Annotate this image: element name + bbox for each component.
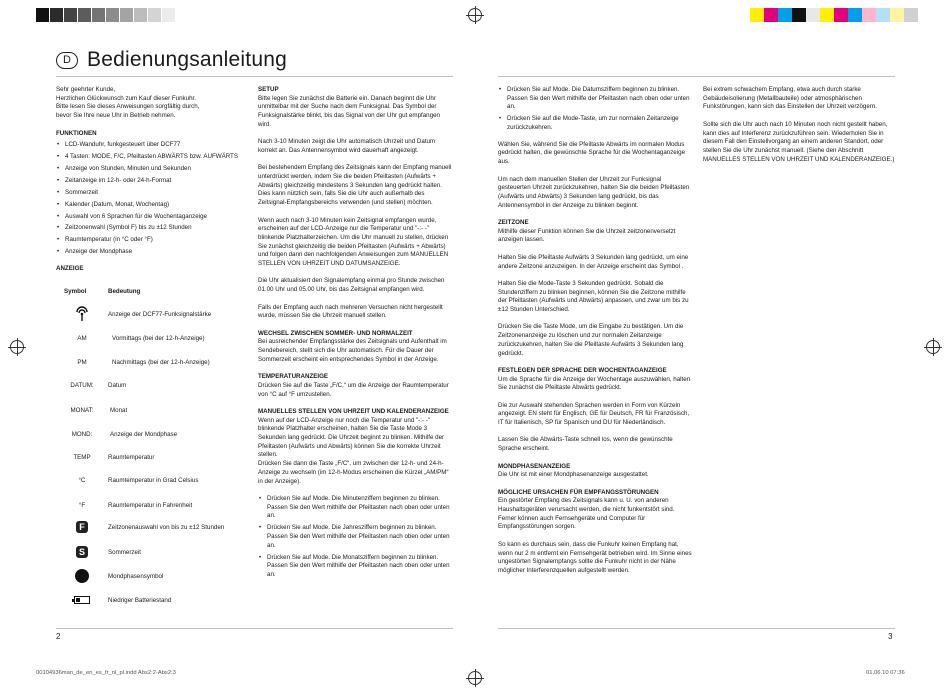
column-1: [56, 86, 246, 274]
row-meaning: Raumtemperatur in Fahrenheit: [108, 501, 193, 509]
row-symbol: DATUM:: [70, 381, 94, 389]
color-swatch: [890, 8, 904, 22]
footer-file-info: 00104936man_de_en_es_fr_nl_pl.indd Abs2:2-Abs2:3: [36, 670, 176, 676]
table-row: [56, 545, 246, 559]
setup-paragraph: Bei bestehendem Empfang des Zeitsignals kann der Empfang manuell unterdrückt werden, indem Sie die beiden Pfeiltasten (Aufwärts + Abwärts) gleichzeitig mindestens 3 Sekunden lang gedrückt halten. Dies kann nützlich sein, falls Sie die Uhr auch außerhalb des Zeitsignal-Empfangsbereichs verwenden (und stellen) möchten.: [258, 164, 452, 207]
language-paragraph: Die zur Auswahl stehenden Sprachen werden in Form von Kürzeln angezeigt. EN steht für Englisch, GE für Deutsch, FR für Französisch, IT für Italienisch, SP für Spanisch und DU für Niederländisch.: [498, 401, 690, 427]
interference-paragraph: So kann es durchaus sein, dass die Funkuhr keinen Empfang hat, wenn nur 2 m entfernt ein Fernsehgerät betrieben wird. Im Sinne eines ungestörten Signalempfangs sollte die Funkuhr nicht in der Nähe möglicher Interferenzquellen aufgestellt werden.: [498, 540, 692, 574]
setup-paragraph: Wenn auch nach 3-10 Minuten kein Zeitsignal empfangen wurde, erscheinen auf der LCD-Anzeige nur die Temperatur und "-:- -" blinkende Platzhalterzeichen. Um die Uhr manuell zu stellen, drücken Sie zunächst gleichzeitig die beiden Pfeiltasten (Aufwärts + Abwärts) und folgen dann den nachfolgenden Anweisungen zum MANUELLEN STELLEN VON UHRZEIT UND DATUMSANZEIGE.: [258, 216, 449, 268]
grey-calibration-bars: [36, 8, 176, 22]
interference-paragraph: Ein gestörter Empfang des Zeitsignals kann u. U. von anderen Haushaltsgeräten verursacht werden, die nicht funkentstört sind. Ferner können auch Fernsehgeräte und Computer für Empfangsstörungen sorgen.: [498, 497, 675, 531]
list-item: • Sommerzeit: [56, 189, 246, 198]
table-row: [56, 520, 246, 534]
table-row: [56, 473, 246, 487]
row-meaning: Anzeige der Mondphase: [110, 430, 178, 438]
time-zone-paragraph: Halten Sie die Mode-Taste 3 Sekunden gedrückt. Sobald die Stundenziffern zu blinken beginnen, können Sie die Zeitzone mithilfe der Pfeiltasten (Aufwärts und Abwärts) anpassen, und zwar um bis zu ±12 Stunden Unterschied.: [498, 279, 689, 313]
registration-mark-top: [468, 8, 482, 22]
list-item: • Zeitzonenwahl (Symbol F) bis zu ±12 Stunden: [56, 224, 246, 233]
manual-paragraph: Drücken Sie dann die Taste „F/C“, um zwischen der 12-h- und 24-h-Anzeige zu wechseln (im 12-h-Modus erscheinen die Kürzel „AM/PM“ in der Anzeige).: [258, 460, 449, 485]
row-meaning: Nachmittags (bei der 12-h-Anzeige): [112, 358, 210, 366]
table-row: [56, 331, 246, 345]
list-item: • Drücken Sie auf die Mode-Taste, um zur normalen Zeitanzeige zurückzukehren.: [498, 115, 693, 132]
list-item: • Drücken Sie auf Mode. Die Datumsziffern beginnen zu blinken. Passen Sie den Wert mithilfe der Pfeiltasten nach oben oder unten an.: [498, 86, 693, 112]
color-swatch: [834, 8, 848, 22]
table-row: [56, 450, 246, 464]
intro-line: Bitte lesen Sie dieses Anweisungen sorgfältig durch,: [56, 103, 200, 111]
row-meaning: Zeitzonenauswahl von bis zu ±12 Stunden: [108, 523, 225, 531]
signal-icon: [56, 306, 108, 322]
time-zone-paragraph: Mithilfe dieser Funktion können Sie die Uhrzeit zeitzonenversetzt anzeigen lassen.: [498, 227, 676, 244]
list-item: • Anzeige der Mondphase: [56, 248, 246, 257]
header-rule-left: [56, 76, 453, 77]
moon-phase-paragraph: Die Uhr ist mit einer Mondphasenanzeige ausgestattet.: [498, 471, 649, 479]
row-meaning: Vormittags (bei der 12-h-Anzeige): [112, 334, 205, 342]
summer-time-heading: WECHSEL ZWISCHEN SOMMER- UND NORMALZEIT: [258, 329, 413, 337]
table-row: [56, 569, 246, 583]
language-paragraph: Lassen Sie die Abwärts-Taste schnell los, wenn die gewünschte Sprache erscheint.: [498, 436, 673, 453]
row-symbol: TEMP: [73, 453, 91, 461]
color-swatch: [764, 8, 778, 22]
row-meaning: Datum: [108, 381, 127, 389]
list-item: • Auswahl von 6 Sprachen für die Wochentaganzeige: [56, 213, 246, 222]
manual-paragraph: Wenn auf der LCD-Anzeige nur noch die Temperatur und "-:- -" blinkende Platzhalter erscheinen, halten Sie die Taste Mode 3 Sekunden lang gedrückt. Die Uhrzeit beginnt zu blinken. Mithilfe der Pfeiltasten (Aufwärts und Abwärts) können Sie die korrekte Uhrzeit stellen.: [258, 416, 445, 459]
header-rule-right: [498, 76, 895, 77]
paragraph: Sollte sich die Uhr auch nach 10 Minuten noch nicht gestellt haben, kann dies auf Interferenz zurückzuführen sein. Wiederholen Sie in diesem Fall den Einstellvorgang an einem anderen Standort, oder stellen Sie die Uhr zunächst manuell. (Siehe den Abschnitt MANUELLES STELLEN VON UHRZEIT UND KALENDERANZEIGE.): [703, 120, 895, 163]
intro-line: Herzlichen Glückwunsch zum Kauf dieser Funkuhr.: [56, 94, 196, 102]
color-swatch: [806, 8, 820, 22]
setup-paragraph: Bitte legen Sie zunächst die Batterie ein. Danach beginnt die Uhr unmittelbar mit der Suche nach dem Funksignal. Das Symbol der Funksignalstärke blinkt, bis das Signal von der Uhr gut empfangen wird.: [258, 94, 440, 128]
grey-swatch: [92, 8, 106, 22]
row-meaning: Anzeige der DCF77-Funksignalstärke: [108, 310, 212, 318]
moon-phase-heading: MONDPHASENANZEIGE: [498, 462, 571, 470]
title-text: Bedienungsanleitung: [87, 48, 287, 71]
footer-rule-left: [56, 628, 453, 629]
table-row: [56, 498, 246, 512]
setup-paragraph: Die Uhr aktualisiert den Signalempfang einmal pro Stunde zwischen 01.00 Uhr und 05.00 Uhr, bis das Zeitsignal empfangen wird.: [258, 277, 445, 294]
manual-steps-list-continued: [498, 86, 693, 133]
paragraph: Um nach dem manuellen Stellen der Uhrzeit zur Funksignal gesteuerten Uhrzeit zurückzukehren, halten Sie die beiden Pfeiltasten (Aufwärts und Abwärts) 3 Sekunden lang gedrückt, bis das Antennensymbol in der Anzeige zu blinken beginnt.: [498, 175, 690, 209]
language-paragraph: Um die Sprache für die Anzeige der Wochentage auszuwählen, halten Sie zunächst die Pfeiltaste Abwärts gedrückt.: [498, 375, 691, 392]
setup-paragraph: Nach 3-10 Minuten zeigt die Uhr automatisch Uhrzeit und Datum korrekt an. Das Antennensymbol wird dauerhaft angezeigt.: [258, 138, 436, 154]
row-symbol: PM: [77, 358, 87, 366]
grey-swatch: [120, 8, 134, 22]
grey-swatch: [64, 8, 78, 22]
time-zone-paragraph: Drücken Sie die Taste Mode, um die Eingabe zu bestätigen. Um die Zeitzonenanzeige zu löschen und zur normalen Zeitanzeige zurückzukehren, halten Sie die Pfeiltaste Aufwärts 3 Sekunden lang gedrückt.: [498, 323, 684, 357]
list-item: • Raumtemperatur (in °C oder °F): [56, 236, 246, 245]
color-swatch: [750, 8, 764, 22]
column-4: [703, 86, 896, 173]
table-row: [56, 307, 246, 321]
row-symbol: °C: [78, 476, 86, 484]
registration-mark-left: [10, 340, 24, 354]
column-3: [498, 86, 693, 584]
footer-date: 01.06.10 07:36: [866, 670, 905, 676]
color-swatch: [862, 8, 876, 22]
display-heading: ANZEIGE: [56, 264, 84, 272]
battery-low-icon: [74, 596, 90, 604]
language-badge: D: [56, 52, 78, 69]
grey-swatch: [134, 8, 148, 22]
row-symbol: MOND:: [71, 430, 93, 438]
paragraph: Bei extrem schwachem Empfang, etwa auch durch starke Gebäudeisolierung (Metallbauteile) oder atmosphärischen Funkstörungen, kann sich das Einstellen der Uhrzeit verzögern.: [703, 86, 878, 111]
color-swatch: [820, 8, 834, 22]
intro-line: Sehr geehrter Kunde,: [56, 86, 116, 93]
summer-time-paragraph: Bei ausreichender Empfangsstärke des Zeitsignals und Aufenthalt im Sendebereich, stellt sich die Uhr automatisch. Für die Dauer der Sommerzeit erscheint ein entsprechendes Symbol in der Anzeige.: [258, 338, 447, 363]
list-item: • LCD-Wanduhr, funkgesteuert über DCF77: [56, 141, 246, 150]
symbol-column-header: Symbol: [64, 287, 87, 295]
grey-swatch: [36, 8, 50, 22]
time-zone-heading: ZEITZONE: [498, 219, 529, 226]
registration-mark-right: [926, 340, 940, 354]
temperature-heading: TEMPERATURANZEIGE: [258, 373, 329, 381]
list-item: • Anzeige von Stunden, Minuten und Sekunden: [56, 165, 246, 174]
row-meaning: Sommerzeit: [108, 548, 142, 556]
s-icon: S: [76, 546, 88, 558]
table-header: [56, 284, 246, 298]
summer-time-s-icon: [56, 546, 108, 558]
functions-heading: FUNKTIONEN: [56, 129, 97, 137]
page-number-left: 2: [56, 632, 61, 641]
row-meaning: Niedriger Batteriestand: [108, 596, 172, 604]
row-symbol: °F: [78, 501, 86, 509]
table-row: [56, 378, 246, 392]
color-calibration-bars: [750, 8, 918, 22]
f-icon: F: [76, 521, 88, 533]
table-row: [56, 355, 246, 369]
language-heading: FESTLEGEN DER SPRACHE DER WOCHENTAGANZEIGE: [498, 366, 667, 374]
footer-rule-right: [498, 628, 895, 629]
list-item: • Zeitanzeige im 12-h- oder 24-h-Format: [56, 177, 246, 186]
list-item: • Drücken Sie auf Mode. Die Jahresziffern beginnen zu blinken. Passen Sie den Wert mithilfe der Pfeiltasten nach oben oder unten an.: [258, 524, 453, 550]
color-swatch: [778, 8, 792, 22]
color-swatch: [904, 8, 918, 22]
row-meaning: Mondphasensymbol: [108, 572, 164, 580]
moon-phase-icon: [75, 569, 89, 583]
functions-list: [56, 141, 246, 257]
meaning-column-header: Bedeutung: [108, 287, 141, 295]
page-title: [56, 48, 287, 72]
time-zone-paragraph: Halten Sie die Pfeiltaste Aufwärts 3 Sekunden lang gedrückt, um eine andere Zeitzone anzuzeigen. In der Anzeige erscheint das Symbol .: [498, 253, 689, 270]
list-item: • Drücken Sie auf Mode. Die Monatsziffern beginnen zu blinken. Passen Sie den Wert mithilfe der Pfeiltasten nach oben oder unten an.: [258, 554, 453, 580]
setup-heading: SETUP: [258, 86, 279, 93]
page-number-right: 3: [888, 632, 893, 641]
table-row: [56, 593, 246, 607]
list-item: • Kalender (Datum, Monat, Wochentag): [56, 201, 246, 210]
row-meaning: Raumtemperatur: [108, 453, 155, 461]
temperature-paragraph: Drücken Sie auf die Taste „F/C,“ um die Anzeige der Raumtemperatur von °C auf °F umzustellen.: [258, 381, 449, 398]
manual-setting-heading: MANUELLES STELLEN VON UHRZEIT UND KALENDERANZEIGE: [258, 407, 449, 415]
interference-heading: MÖGLICHE URSACHEN FÜR EMPFANGSSTÖRUNGEN: [498, 488, 659, 496]
paragraph: Wählen Sie, während Sie die Pfeiltaste Abwärts im normalen Modus gedrückt halten, die gewünschte Sprache für die Wochentaganzeige aus.: [498, 140, 686, 166]
grey-swatch: [148, 8, 162, 22]
row-meaning: Raumtemperatur in Grad Celsius: [108, 476, 199, 484]
column-2: [258, 86, 453, 588]
color-swatch: [876, 8, 890, 22]
table-row: [56, 427, 246, 441]
grey-swatch: [50, 8, 64, 22]
row-symbol: MONAT:: [70, 406, 94, 414]
grey-swatch: [78, 8, 92, 22]
row-symbol: AM: [77, 334, 87, 342]
grey-swatch: [106, 8, 120, 22]
row-meaning: Monat: [110, 406, 128, 414]
manual-steps-list: [258, 495, 453, 580]
list-item: • 4 Tasten: MODE, F/C, Pfeiltasten ABWÄRTS bzw. AUFWÄRTS: [56, 153, 246, 162]
registration-mark-bottom: [468, 671, 482, 685]
list-item: • Drücken Sie auf Mode. Die Minutenziffern beginnen zu blinken. Passen Sie den Wert mithilfe der Pfeiltasten nach oben oder unten an.: [258, 495, 453, 521]
intro-line: bevor Sie Ihre neue Uhr in Betrieb nehmen.: [56, 112, 176, 120]
table-row: [56, 403, 246, 417]
time-zone-f-icon: [56, 521, 108, 533]
intro-text: [56, 86, 246, 121]
color-swatch: [848, 8, 862, 22]
setup-paragraph: Falls der Empfang auch nach mehreren Versuchen nicht hergestellt wurde, müssen Sie die Uhrzeit manuell stellen.: [258, 303, 443, 320]
color-swatch: [792, 8, 806, 22]
grey-swatch: [162, 8, 176, 22]
